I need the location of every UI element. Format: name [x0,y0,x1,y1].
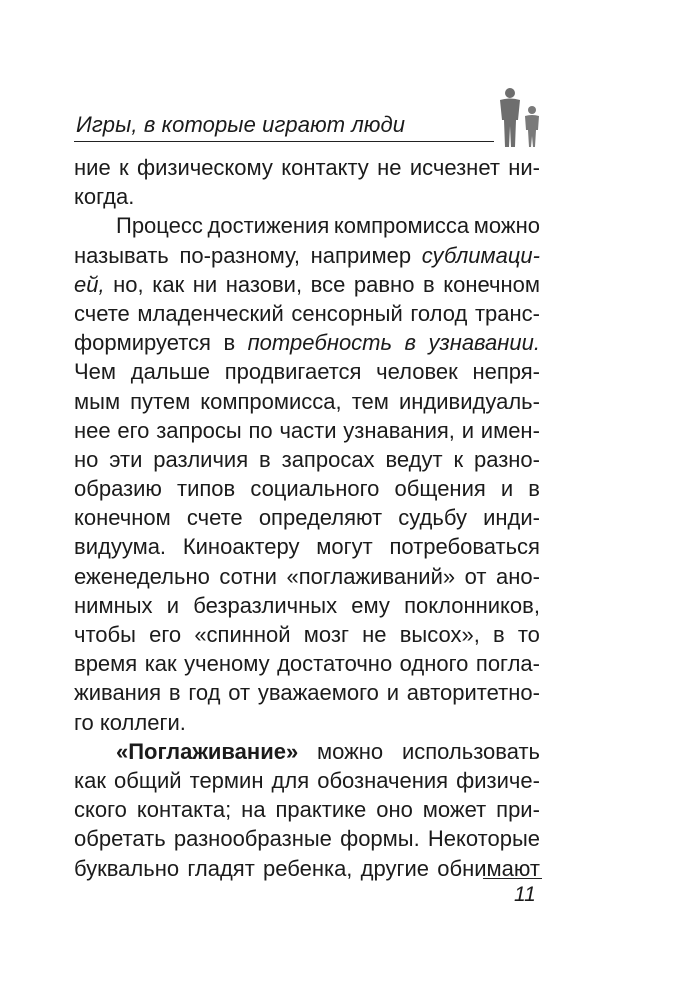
word: его [149,622,182,647]
word: Некоторые [427,826,540,852]
word: инди- [483,505,540,531]
word: обретать [74,826,166,852]
word: и [461,417,474,443]
text-line [74,620,540,649]
word: использовать [401,738,540,764]
word: сенсорный [291,300,403,326]
word: в [223,330,236,356]
word: в [528,476,540,502]
word: продвигается [224,359,362,385]
italic-word: ей, [74,271,105,297]
text-line [74,737,540,766]
word: на [241,797,266,823]
word: и [386,680,399,706]
word: при- [496,797,540,823]
word: мым [74,388,121,414]
word: счете [74,300,130,326]
word: дальше [130,359,210,385]
word: сотни [219,563,277,589]
word: конечном [74,505,171,531]
text-line [74,211,540,240]
word: разнообразные [173,826,332,852]
word: видуума. [74,534,167,560]
word: могут [316,534,373,560]
word: контакту [281,155,369,180]
word: в [492,622,505,647]
page-number: 11 [514,883,536,906]
word: как [152,271,185,297]
text-line [74,270,540,299]
word: «поглаживаний» [286,563,456,589]
word: от [464,563,487,589]
text-line [74,357,540,386]
word: в [259,446,271,472]
word: запросы [156,417,242,443]
word: чтобы [74,622,136,647]
word: время [74,651,138,677]
word: но [74,446,99,472]
word: ребенка, [263,855,353,881]
word: обнимают [437,855,540,881]
word: части [279,417,337,443]
word: безразличных [193,592,338,618]
word: уважаемого [257,680,379,706]
word: компромисса, [200,388,342,414]
word: для [271,767,310,793]
word: равно [353,271,415,297]
word: разно- [473,446,540,472]
word: человек [376,359,458,385]
word: индивидуаль- [398,388,540,414]
text-line [74,649,540,678]
word: но, [113,271,144,297]
word: мозг [303,622,349,647]
word: высох», [399,622,480,647]
word: различия [153,446,249,472]
word: нимных [74,592,153,618]
word: термин [189,767,264,793]
word: и [500,476,514,502]
text-line [74,445,540,474]
word: все [310,271,346,297]
word: к [453,446,464,472]
word: ведут [385,446,443,472]
word: исчезнет [409,155,500,180]
word: авторитетно- [406,680,540,706]
text-line [74,824,540,853]
word: определяют [258,505,383,531]
text-line [74,241,540,270]
word: путем [130,388,191,414]
word: счете [186,505,243,531]
word: погла- [475,651,540,677]
text-line [74,387,540,416]
word: в [423,271,435,297]
text-line [74,532,540,561]
word: как [74,767,106,793]
word: «спинной [194,622,291,647]
word: не [377,155,402,180]
word: контакта; [136,797,232,823]
word: ского [74,797,127,823]
word: может [422,797,487,823]
word: по [248,417,273,443]
word: физическому [136,155,273,180]
word: младенческий [137,300,284,326]
word: типов [177,476,236,502]
word: нее [74,417,111,443]
adult-and-child-silhouette-icon [490,86,550,148]
word: запросах [281,446,375,472]
word: например [310,242,412,268]
word: и [166,592,180,618]
word: как [144,651,177,677]
italic-word: в [404,330,417,356]
word: компромисса [333,213,470,239]
word: гладят [187,855,255,881]
word: от [228,680,251,706]
text-line [74,474,540,503]
word: буквально [74,855,180,881]
word: узнавания, [343,417,455,443]
body-text [74,153,540,883]
word: Процесс [116,213,203,239]
word: ние [74,155,111,180]
text-line [74,328,540,357]
word: го [74,709,94,735]
running-header-title: Игры, в которые играют люди [76,112,406,137]
word: ни [192,271,218,297]
word: непря- [472,359,540,385]
footer-rule [483,878,542,879]
text-line [74,182,540,211]
word: образию [74,476,162,502]
word: эти [109,446,143,472]
word: практике [275,797,367,823]
word: по-разному, [179,242,300,268]
text-line [74,416,540,445]
text-line [74,795,540,824]
word: год [188,680,221,706]
word: в [168,680,181,706]
text-line [74,678,540,707]
word: ано- [496,563,540,589]
word: достаточно [277,651,393,677]
word: коллеги. [99,709,186,735]
text-line [74,153,540,182]
word: судьбу [398,505,467,531]
italic-word: потребность [247,330,393,356]
word: имен- [480,417,540,443]
word: можно [316,738,384,764]
word: ученому [184,651,270,677]
word: ни- [508,155,540,180]
word: ему [351,592,390,618]
word: формируется [74,330,211,356]
word: общий [114,767,182,793]
word: поклонников, [404,592,540,618]
italic-word: узнавании. [428,330,540,356]
word: транс- [474,300,540,326]
word: когда. [74,184,135,210]
word: физиче- [456,767,540,793]
word: не [362,622,387,647]
italic-word: сублимаци- [421,242,540,268]
text-line [74,854,540,883]
word: можно [473,213,540,239]
word: Киноактеру [182,534,300,560]
word: голод [410,300,468,326]
word: живания [74,680,162,706]
word: к [119,155,129,180]
text-line [74,503,540,532]
text-line [74,591,540,620]
text-line [74,299,540,328]
word: конечном [443,271,540,297]
word: тем [351,388,389,414]
word: обозначения [317,767,449,793]
word: формы. [340,826,420,852]
text-line [74,562,540,591]
word: его [117,417,150,443]
word: общения [394,476,486,502]
word: назови, [225,271,303,297]
bold-term: «Поглаживание» [116,738,299,764]
word: называть [74,242,169,268]
text-line [74,708,540,737]
text-line [74,766,540,795]
word: Чем [74,359,117,385]
word: потребоваться [389,534,540,560]
word: еженедельно [74,563,210,589]
word: оно [376,797,413,823]
word: другие [360,855,430,881]
header-rule [74,141,494,142]
word: достижения [207,213,330,239]
word: то [517,622,540,647]
word: социального [250,476,380,502]
word: одного [399,651,469,677]
